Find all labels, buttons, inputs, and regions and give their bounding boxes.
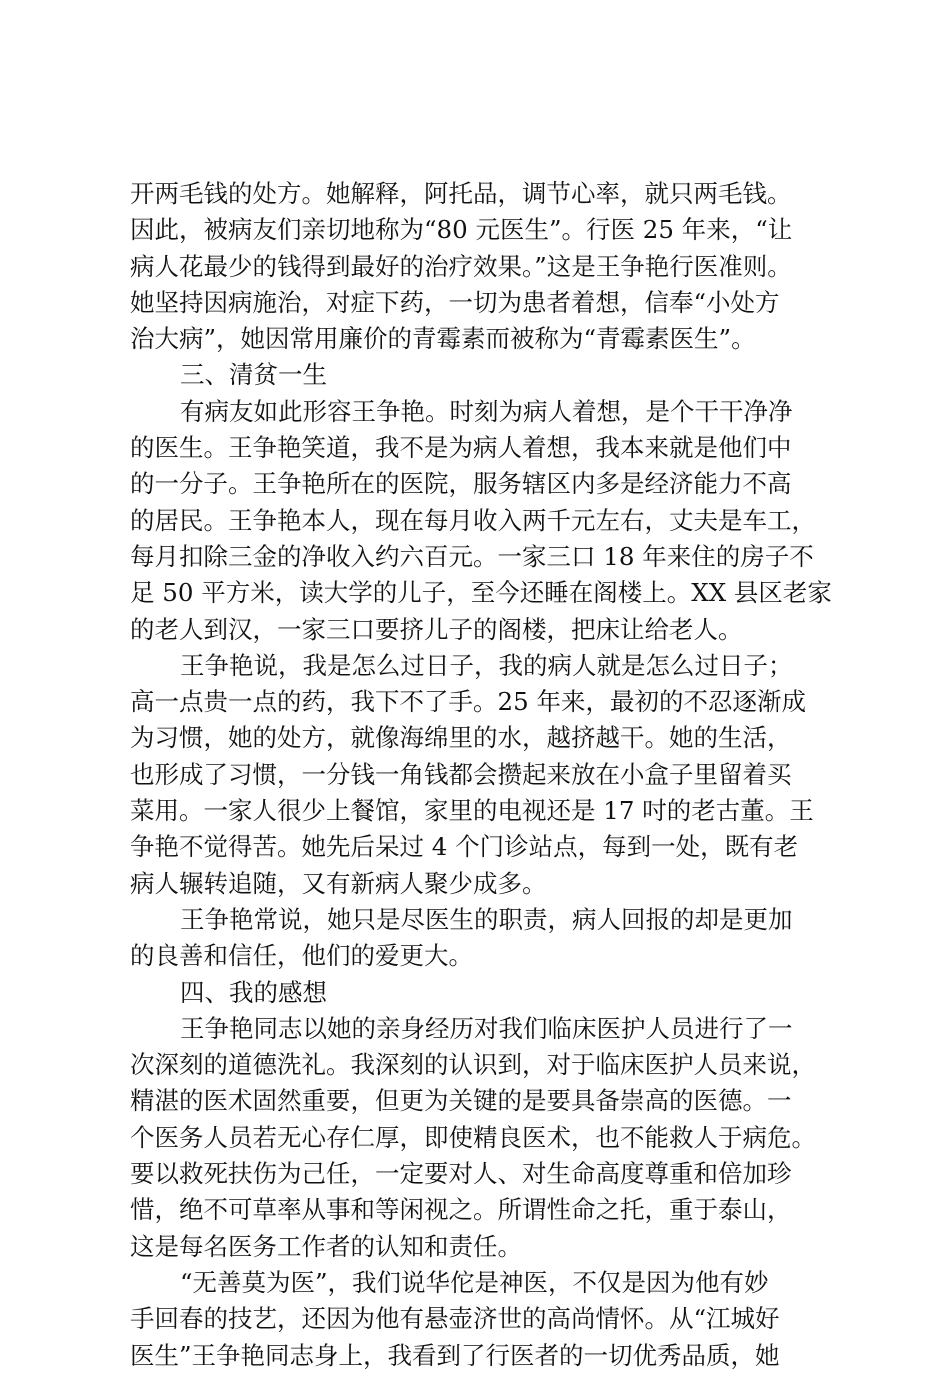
text-line: 也形成了习惯，一分钱一角钱都会攒起来放在小盒子里留着买 [130, 759, 792, 789]
text-line: 的居民。王争艳本人，现在每月收入两千元左右，丈夫是车工， [130, 505, 816, 535]
text-line: 的老人到汉，一家三口要挤儿子的阁楼，把床让给老人。 [130, 614, 743, 644]
text-line: 王争艳同志以她的亲身经历对我们临床医护人员进行了一 [180, 1013, 793, 1043]
paragraph [130, 1011, 830, 1265]
text-line: 每月扣除三金的净收入约六百元。一家三口 18 年来住的房子不 [130, 541, 814, 571]
text-line: 有病友如此形容王争艳。时刻为病人着想，是个干干净净 [180, 396, 793, 426]
text-line: 次深刻的道德洗礼。我深刻的认识到，对于临床医护人员来说， [130, 1050, 816, 1080]
paragraph [130, 648, 830, 902]
text-line: 她坚持因病施治，对症下药，一切为患者着想，信奉“小处方 [130, 287, 780, 317]
text-line: 为习惯，她的处方，就像海绵里的水，越挤越干。她的生活， [130, 723, 792, 753]
section-heading [130, 975, 830, 1011]
text-line: 王争艳说，我是怎么过日子，我的病人就是怎么过日子； [180, 650, 793, 680]
paragraph [130, 1265, 830, 1374]
text-line: 开两毛钱的处方。她解释，阿托品，调节心率，就只两毛钱。 [130, 179, 792, 208]
text-line: 足 50 平方米，读大学的儿子，至今还睡在阁楼上。XX 县区老家 [130, 578, 832, 608]
section-heading [130, 357, 830, 393]
text-line: 菜用。一家人很少上餐馆，家里的电视还是 17 吋的老古董。王 [130, 796, 814, 826]
section-heading-text: 四、我的感想 [180, 977, 327, 1007]
text-line: “无善莫为医”，我们说华佗是神医，不仅是因为他有妙 [180, 1267, 769, 1297]
text-line: 的医生。王争艳笑道，我不是为病人着想，我本来就是他们中 [130, 433, 792, 463]
section-heading-text: 三、清贫一生 [180, 360, 327, 390]
text-line: 精湛的医术固然重要，但更为关键的是要具备崇高的医德。一 [130, 1086, 792, 1116]
text-line: 的良善和信任，他们的爱更大。 [130, 941, 473, 971]
paragraph [130, 902, 830, 975]
text-line: 要以救死扶伤为己任，一定要对人、对生命高度尊重和倍加珍 [130, 1159, 792, 1189]
document-body [130, 176, 830, 1374]
text-line: 王争艳常说，她只是尽医生的职责，病人回报的却是更加 [180, 904, 793, 934]
paragraph [130, 394, 830, 648]
paragraph [130, 176, 830, 357]
text-line: 个医务人员若无心存仁厚，即使精良医术，也不能救人于病危。 [130, 1122, 816, 1152]
text-line: 治大病”，她因常用廉价的青霉素而被称为“青霉素医生”。 [130, 324, 756, 354]
text-line: 的一分子。王争艳所在的医院，服务辖区内多是经济能力不高 [130, 469, 792, 499]
text-line: 这是每名医务工作者的认知和责任。 [130, 1231, 522, 1261]
text-line: 争艳不觉得苦。她先后呆过 4 个门诊站点，每到一处，既有老 [130, 832, 799, 862]
text-line: 手回春的技艺，还因为他有悬壶济世的高尚情怀。从“江城好 [130, 1304, 780, 1334]
text-line: 惜，绝不可草率从事和等闲视之。所谓性命之托，重于泰山， [130, 1195, 792, 1225]
text-line: 病人辗转追随，又有新病人聚少成多。 [130, 868, 547, 898]
text-line: 因此，被病友们亲切地称为“80 元医生”。行医 25 年来，“让 [130, 215, 793, 245]
text-line: 医生”王争艳同志身上，我看到了行医者的一切优秀品质，她 [130, 1340, 780, 1370]
text-line: 高一点贵一点的药，我下不了手。25 年来，最初的不忍逐渐成 [130, 687, 806, 717]
text-line: 病人花最少的钱得到最好的治疗效果。”这是王争艳行医准则。 [130, 251, 792, 281]
